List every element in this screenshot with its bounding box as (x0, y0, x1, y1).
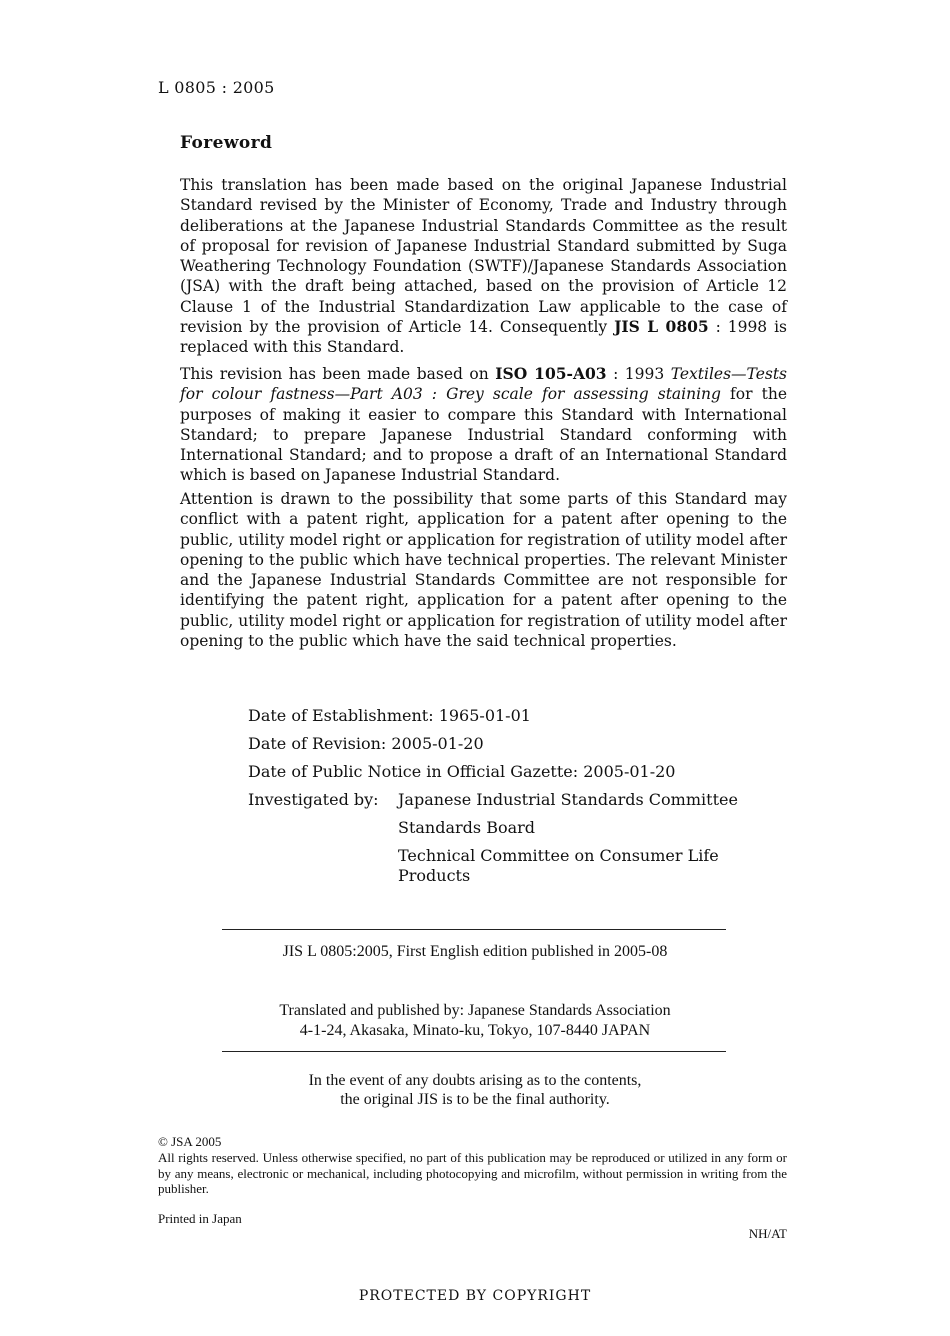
p2-iso-ref: ISO 105-A03 (495, 364, 607, 383)
foreword-paragraph-3: Attention is drawn to the possibility that some parts of this Standard may conflict with a patent right, application for a patent after opening to the public, utility model right or application for registration of utility model after opening to the public which have technical properties. The relevant Minister and the Japanese Industrial Standards Committee are not responsible for identifying the patent right, application for a patent after opening to the public, utility model right or application for registration of utility model after opening to the public which have the said technical properties. (180, 490, 787, 651)
dates-block (248, 706, 738, 886)
date-revision: Date of Revision: 2005-01-20 (248, 734, 484, 753)
copyright-notice: All rights reserved. Unless otherwise specified, no part of this publication may be reproduced or utilized in any form or by any means, electronic or mechanical, including photocopying and microfilm, without permission in writing from the publisher. (158, 1150, 787, 1196)
investigator-committee-cont: Products (398, 866, 471, 885)
date-establishment: Date of Establishment: 1965-01-01 (248, 706, 531, 725)
foreword-paragraph-1 (180, 175, 787, 358)
divider-bottom (222, 1051, 726, 1052)
initials: NH/AT (748, 1226, 787, 1241)
date-gazette: Date of Public Notice in Official Gazette: 2005-01-20 (248, 762, 676, 781)
publisher-address: 4-1-24, Akasaka, Minato-ku, Tokyo, 107-8440 JAPAN (299, 1022, 651, 1039)
p2-text-e: for the purposes of making it easier to compare this Standard with International Standard; to prepare Japanese Industrial Standard conforming with International Standard; and to propose a draft of an International Standard which is based on Japanese Industrial Standard. (180, 385, 788, 485)
translated-by-line: Translated and published by: Japanese Standards Association (279, 1002, 671, 1019)
p1-standard-ref: JIS L 0805 (614, 317, 709, 337)
authority-line-2: the original JIS is to be the final authority. (340, 1091, 610, 1108)
printed-in: Printed in Japan (158, 1211, 242, 1226)
foreword-paragraph-2 (180, 364, 787, 486)
edition-line: JIS L 0805:2005, First English edition published in 2005-08 (282, 943, 668, 960)
investigated-by-label: Investigated by: (248, 790, 379, 809)
investigated-by-list (398, 790, 738, 886)
p1-text-a: This translation has been made based on the original Japanese Industrial Standard revised by the Minister of Economy, Trade and Industry through deliberations at the Japanese Industrial Standards Committee as the result of proposal for revision of Japanese Industrial Standard submitted by Suga Weathering Technology Foundation (SWTF)/Japanese Standards Association (JSA) with the draft being attached, based on the provision of Article 12 Clause 1 of the Industrial Standardization Law applicable to the case of revision by the provision of Article 14. Consequently (180, 176, 787, 337)
copyright-mark: © JSA 2005 (158, 1134, 222, 1149)
copyright-footer: PROTECTED BY COPYRIGHT (358, 1288, 592, 1304)
p2-text-a: This revision has been made based on (180, 365, 496, 383)
p2-text-c: : 1993 (606, 365, 671, 383)
investigator-jisc: Japanese Industrial Standards Committee (398, 790, 738, 809)
p2-iso-title: Textiles—Tests for colour fastness—Part A03 : Grey scale for assessing staining (180, 365, 787, 404)
investigator-board: Standards Board (398, 818, 536, 837)
divider-top (222, 929, 726, 930)
p1-text-c: : 1998 is replaced with this Standard. (180, 318, 787, 357)
investigator-committee: Technical Committee on Consumer Life (398, 846, 719, 865)
document-id: L 0805 : 2005 (158, 78, 275, 97)
foreword-heading: Foreword (180, 133, 273, 153)
authority-line-1: In the event of any doubts arising as to the contents, (308, 1072, 642, 1089)
investigated-by (248, 790, 738, 886)
